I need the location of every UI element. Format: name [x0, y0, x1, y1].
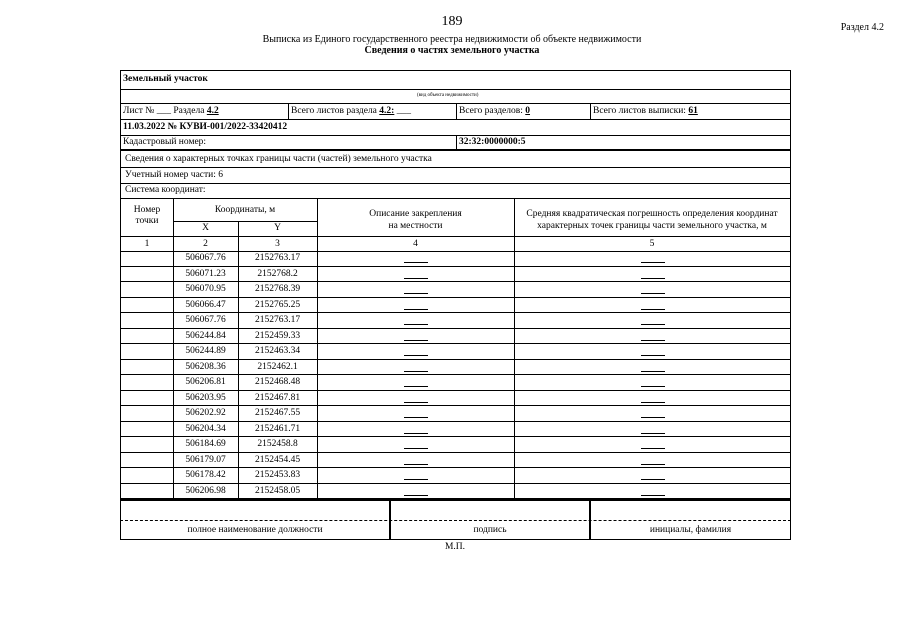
cell-error-dash — [641, 402, 665, 403]
cell-y: 2152768.39 — [254, 284, 301, 294]
cell-x: 506067.76 — [185, 253, 226, 263]
cell-error-dash — [641, 371, 665, 372]
col-x: X — [202, 223, 209, 233]
table-row — [121, 484, 790, 500]
cell-error-dash — [641, 417, 665, 418]
cell-y: 2152765.25 — [254, 299, 301, 310]
cell-y: 2152463.34 — [254, 346, 301, 356]
col-index-3: 3 — [275, 239, 280, 249]
document-reference: 11.03.2022 № КУВИ-001/2022-33420412 — [123, 122, 288, 132]
col-point-number: Номер точки — [133, 205, 161, 226]
main-table — [120, 70, 791, 500]
cell-y: 2152763.17 — [254, 315, 301, 325]
table-row — [121, 329, 790, 345]
cell-y: 2152459.33 — [254, 330, 301, 341]
cell-x: 506071.23 — [185, 268, 226, 279]
initials-label: инициалы, фамилия — [649, 525, 732, 535]
table-row — [121, 453, 790, 469]
cell-description-dash — [404, 448, 428, 449]
document-subtitle: Сведения о частях земельного участка — [364, 45, 540, 56]
cell-y: 2152453.83 — [254, 470, 301, 480]
cell-x: 506208.36 — [185, 361, 226, 372]
cell-x: 506244.84 — [185, 330, 226, 341]
cell-error-dash — [641, 386, 665, 387]
cell-y: 2152458.8 — [257, 439, 298, 449]
cell-x: 506067.76 — [185, 315, 226, 325]
table-row — [121, 422, 790, 438]
cell-error-dash — [641, 479, 665, 480]
cell-description-dash — [404, 262, 428, 263]
cell-description-dash — [404, 371, 428, 372]
cell-y: 2152467.55 — [254, 408, 301, 418]
cell-x: 506184.69 — [185, 439, 226, 449]
cell-description-dash — [404, 402, 428, 403]
cell-x: 506244.89 — [185, 346, 226, 356]
cell-y: 2152768.2 — [257, 268, 298, 279]
part-number: Учетный номер части: 6 — [125, 170, 224, 180]
section-label: Раздел 4.2 — [840, 22, 884, 33]
cell-description-dash — [404, 309, 428, 310]
table-row — [121, 344, 790, 360]
cell-x: 506206.98 — [185, 485, 226, 496]
col-coordinates: Координаты, м — [214, 205, 276, 215]
cell-y: 2152461.71 — [254, 423, 301, 434]
page-number: 189 — [441, 14, 463, 29]
cell-y: 2152467.81 — [254, 392, 301, 403]
coordinate-system: Система координат: — [125, 185, 206, 195]
stamp-label: М.П. — [444, 542, 466, 552]
table-row — [121, 313, 790, 329]
table-row — [121, 468, 790, 484]
cadastral-label: Кадастровый номер: — [123, 137, 207, 147]
cell-description-dash — [404, 340, 428, 341]
object-type-caption: (вид объекта недвижимости) — [417, 93, 479, 98]
cell-description-dash — [404, 479, 428, 480]
cell-error-dash — [641, 324, 665, 325]
cell-description-dash — [404, 495, 428, 496]
cell-error-dash — [641, 340, 665, 341]
signature-line — [120, 520, 791, 521]
cell-description-dash — [404, 386, 428, 387]
cell-error-dash — [641, 448, 665, 449]
table-row — [121, 267, 790, 283]
cell-error-dash — [641, 293, 665, 294]
position-label: полное наименование должности — [187, 525, 323, 535]
total-sections: Всего разделов: 0 — [459, 106, 531, 116]
cell-error-dash — [641, 464, 665, 465]
cell-x: 506203.95 — [185, 392, 226, 403]
total-sheets-section: Всего листов раздела 4.2: ___ — [291, 106, 411, 116]
cell-description-dash — [404, 278, 428, 279]
cell-error-dash — [641, 355, 665, 356]
table-row — [121, 360, 790, 376]
table-row — [121, 375, 790, 391]
sign-label: подпись — [473, 525, 507, 535]
total-sheets: Всего листов выписки: 61 — [593, 106, 698, 116]
col-index-5: 5 — [649, 239, 655, 249]
cell-y: 2152468.48 — [254, 377, 301, 387]
col-description: Описание закрепления на местности — [369, 209, 462, 231]
cell-y: 2152763.17 — [254, 253, 301, 263]
sheet-number: Лист № ___ Раздела 4.2 — [123, 106, 219, 116]
cell-error-dash — [641, 495, 665, 496]
cell-x: 506179.07 — [185, 454, 226, 465]
cell-description-dash — [404, 417, 428, 418]
col-index-2: 2 — [203, 239, 208, 249]
cell-y: 2152458.05 — [254, 485, 301, 496]
col-error: Средняя квадратическая погрешность определения координат характерных точек границы части земельного участка, м — [526, 209, 778, 231]
cell-x: 506066.47 — [185, 299, 226, 310]
cell-error-dash — [641, 433, 665, 434]
cadastral-number: 32:32:0000000:5 — [459, 137, 526, 147]
table-row — [121, 251, 790, 267]
col-index-1: 1 — [144, 239, 150, 249]
cell-x: 506178.42 — [185, 470, 226, 480]
cell-description-dash — [404, 324, 428, 325]
cell-x: 506202.92 — [185, 408, 226, 418]
table-row — [121, 282, 790, 298]
object-type: Земельный участок — [123, 74, 208, 84]
cell-y: 2152454.45 — [254, 454, 301, 465]
document-title: Выписка из Единого государственного реестра недвижимости об объекте недвижимости — [262, 34, 642, 45]
cell-x: 506204.34 — [185, 423, 226, 434]
table-row — [121, 391, 790, 407]
table-row — [121, 298, 790, 314]
cell-description-dash — [404, 355, 428, 356]
cell-x: 506206.81 — [185, 377, 226, 387]
table-row — [121, 437, 790, 453]
cell-error-dash — [641, 309, 665, 310]
points-header: Сведения о характерных точках границы части (частей) земельного участка — [125, 154, 432, 164]
table-row — [121, 406, 790, 422]
cell-x: 506070.95 — [185, 284, 226, 294]
cell-description-dash — [404, 433, 428, 434]
cell-description-dash — [404, 293, 428, 294]
cell-description-dash — [404, 464, 428, 465]
col-index-4: 4 — [413, 239, 418, 249]
cell-error-dash — [641, 278, 665, 279]
col-y: Y — [274, 223, 281, 233]
cell-y: 2152462.1 — [257, 361, 298, 372]
cell-error-dash — [641, 262, 665, 263]
